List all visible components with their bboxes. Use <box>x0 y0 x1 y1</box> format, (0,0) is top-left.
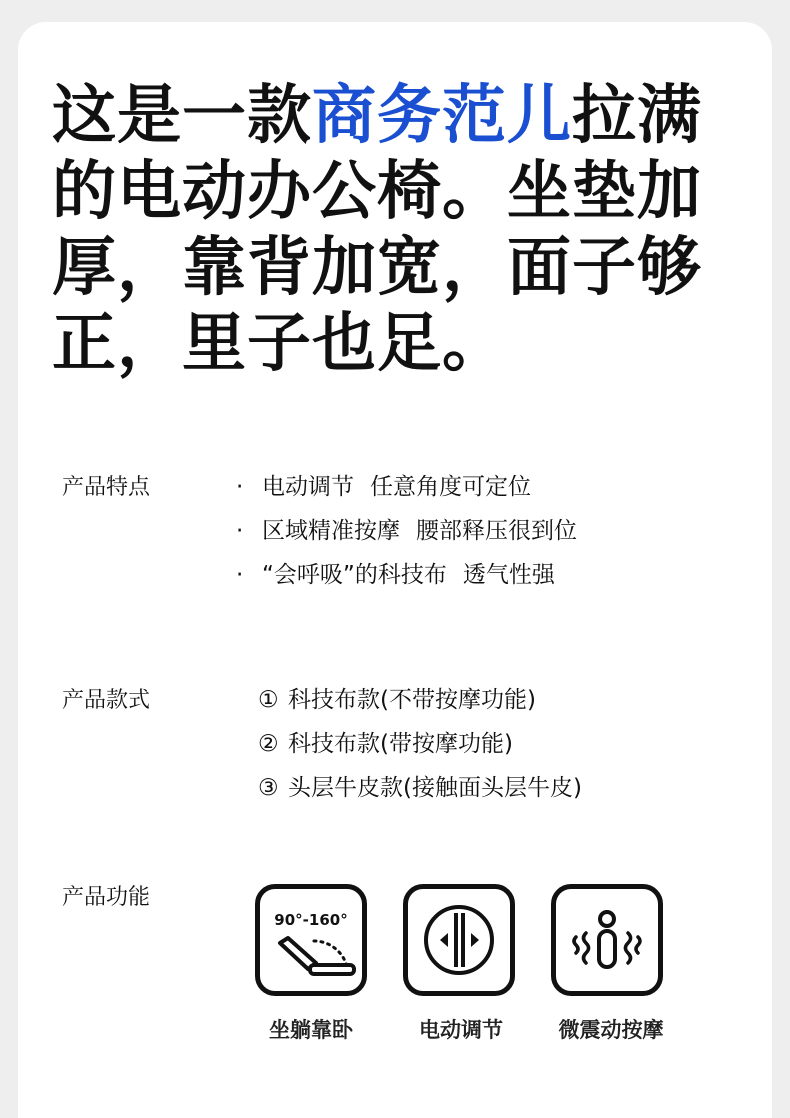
function-caption: 电动调节 <box>419 1018 503 1042</box>
feature-title: “会呼吸”的科技布 <box>262 562 447 588</box>
feature-title: 电动调节 <box>262 474 354 500</box>
style-item <box>258 729 582 773</box>
style-number: ① <box>258 687 279 713</box>
style-item <box>258 773 582 817</box>
style-text: 科技布款(带按摩功能) <box>288 731 513 757</box>
electric-adjust-icon <box>403 884 515 996</box>
headline-highlight: 商务范儿 <box>312 79 572 153</box>
feature-item <box>232 560 577 604</box>
headline-part2: 拉满的电动办公椅。坐垫加厚，靠背加宽，面子够正，里子也足。 <box>52 79 702 381</box>
function-caption: 坐躺靠卧 <box>269 1018 353 1042</box>
style-number: ② <box>258 731 279 757</box>
style-item <box>258 685 582 729</box>
style-text: 科技布款(不带按摩功能) <box>288 687 536 713</box>
function-caption: 微震动按摩 <box>558 1018 664 1042</box>
bullet: · <box>236 474 244 500</box>
headline <box>52 78 752 382</box>
feature-item <box>232 516 577 560</box>
angle-label: 90°-160° <box>274 911 348 929</box>
headline-part1: 这是一款 <box>52 79 312 153</box>
styles-list <box>258 685 582 817</box>
functions-label: 产品功能 <box>62 885 151 910</box>
features-label: 产品特点 <box>62 475 151 500</box>
feature-detail: 透气性强 <box>462 562 555 588</box>
features-list <box>232 472 577 604</box>
feature-item <box>232 472 577 516</box>
feature-detail: 任意角度可定位 <box>370 474 531 500</box>
bullet: · <box>236 518 244 544</box>
recline-angle-icon <box>255 884 367 996</box>
feature-title: 区域精准按摩 <box>262 518 400 544</box>
style-number: ③ <box>258 775 279 801</box>
feature-detail: 腰部释压很到位 <box>416 518 577 544</box>
bullet: · <box>236 562 244 588</box>
style-text: 头层牛皮款(接触面头层牛皮) <box>288 775 582 801</box>
vibration-massage-icon <box>551 884 663 996</box>
styles-label: 产品款式 <box>62 688 151 713</box>
